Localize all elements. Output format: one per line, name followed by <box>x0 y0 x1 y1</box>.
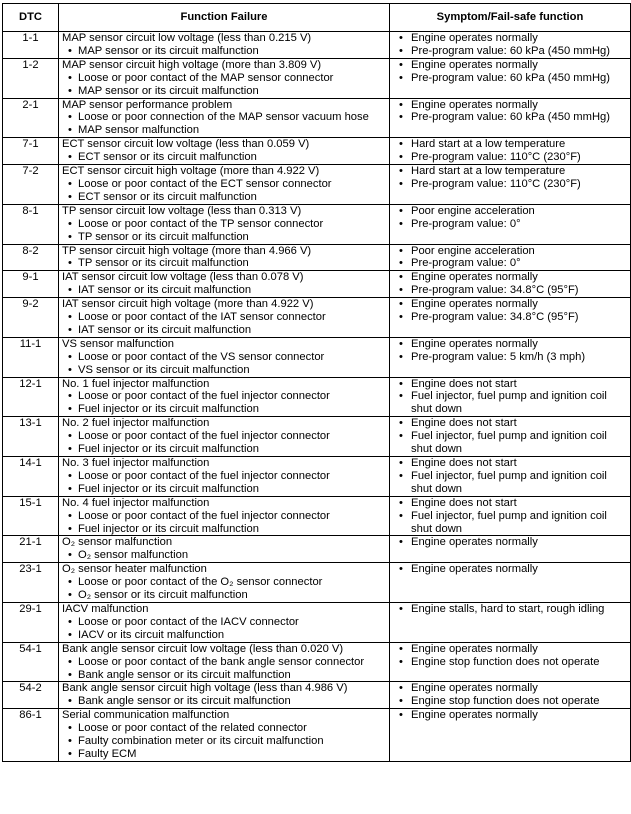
table-row <box>3 563 631 603</box>
cause-list <box>62 257 386 270</box>
header-function-failure: Function Failure <box>59 4 390 32</box>
failure-title: IACV malfunction <box>62 602 149 615</box>
dtc-table <box>2 3 631 762</box>
cause-item: • Fuel injector or its circuit malfunction <box>66 403 386 416</box>
function-failure-cell <box>59 709 390 762</box>
dtc-code: 54-1 <box>3 642 59 682</box>
symptom-cell <box>390 138 631 165</box>
dtc-code: 14-1 <box>3 457 59 497</box>
dtc-code: 1-1 <box>3 32 59 59</box>
cause-item: • Loose or poor contact of the IACV connector <box>66 616 386 629</box>
failure-title: VS sensor malfunction <box>62 337 174 350</box>
function-failure-cell <box>59 377 390 417</box>
failure-title: Bank angle sensor circuit low voltage (less than 0.020 V) <box>62 642 344 655</box>
dtc-code: 54-2 <box>3 682 59 709</box>
symptom-item: • Poor engine acceleration <box>397 245 627 258</box>
cause-item: • ECT sensor or its circuit malfunction <box>66 191 386 204</box>
symptom-cell <box>390 417 631 457</box>
function-failure-cell <box>59 32 390 59</box>
failure-title: MAP sensor circuit high voltage (more than 3.809 V) <box>62 58 322 71</box>
cause-item: • Fuel injector or its circuit malfunction <box>66 523 386 536</box>
cause-list <box>62 722 386 761</box>
cause-item: • Loose or poor contact of the fuel injector connector <box>66 470 386 483</box>
cause-item: • Loose or poor contact of the fuel injector connector <box>66 430 386 443</box>
symptom-item: • Engine does not start <box>397 378 627 391</box>
table-row <box>3 165 631 205</box>
dtc-code: 11-1 <box>3 337 59 377</box>
function-failure-cell <box>59 138 390 165</box>
cause-item: • Faulty combination meter or its circuit malfunction <box>66 735 386 748</box>
symptom-item: • Engine operates normally <box>397 32 627 45</box>
function-failure-cell <box>59 204 390 244</box>
symptom-list <box>393 603 627 616</box>
cause-item: • Bank angle sensor or its circuit malfunction <box>66 669 386 682</box>
symptom-list <box>393 59 627 85</box>
failure-title: No. 2 fuel injector malfunction <box>62 417 210 430</box>
cause-item: • IAT sensor or its circuit malfunction <box>66 284 386 297</box>
cause-item: • Loose or poor contact of the related connector <box>66 722 386 735</box>
symptom-cell <box>390 32 631 59</box>
symptom-item: • Hard start at a low temperature <box>397 138 627 151</box>
cause-list <box>62 616 386 642</box>
failure-title: MAP sensor performance problem <box>62 98 233 111</box>
cause-item: • Loose or poor contact of the TP sensor connector <box>66 218 386 231</box>
symptom-list <box>393 298 627 324</box>
symptom-cell <box>390 377 631 417</box>
symptom-cell <box>390 271 631 298</box>
failure-title: Serial communication malfunction <box>62 709 230 722</box>
symptom-list <box>393 457 627 496</box>
cause-item: • IAT sensor or its circuit malfunction <box>66 324 386 337</box>
cause-item: • Loose or poor contact of the IAT sensor connector <box>66 311 386 324</box>
cause-item: • Bank angle sensor or its circuit malfunction <box>66 695 386 708</box>
symptom-item: • Pre-program value: 60 kPa (450 mmHg) <box>397 45 627 58</box>
symptom-item: • Engine operates normally <box>397 536 627 549</box>
dtc-code: 2-1 <box>3 98 59 138</box>
failure-title: O₂ sensor heater malfunction <box>62 563 207 576</box>
cause-item: • IACV or its circuit malfunction <box>66 629 386 642</box>
cause-list <box>62 656 386 682</box>
cause-list <box>62 470 386 496</box>
cause-list <box>62 430 386 456</box>
symptom-cell <box>390 682 631 709</box>
cause-list <box>62 218 386 244</box>
symptom-item: • Engine operates normally <box>397 643 627 656</box>
dtc-code: 8-2 <box>3 244 59 271</box>
cause-list <box>62 390 386 416</box>
table-row <box>3 204 631 244</box>
table-row <box>3 457 631 497</box>
function-failure-cell <box>59 536 390 563</box>
cause-item: • Loose or poor contact of the fuel injector connector <box>66 510 386 523</box>
function-failure-cell <box>59 165 390 205</box>
table-row <box>3 709 631 762</box>
failure-title: O₂ sensor malfunction <box>62 536 173 549</box>
symptom-item: • Engine operates normally <box>397 563 627 576</box>
symptom-list <box>393 205 627 231</box>
cause-item: • Loose or poor contact of the ECT sensor connector <box>66 178 386 191</box>
symptom-list <box>393 417 627 456</box>
dtc-table-body <box>3 32 631 762</box>
function-failure-cell <box>59 337 390 377</box>
dtc-code: 7-2 <box>3 165 59 205</box>
function-failure-cell <box>59 58 390 98</box>
symptom-item: • Pre-program value: 60 kPa (450 mmHg) <box>397 111 627 124</box>
symptom-item: • Pre-program value: 110°C (230°F) <box>397 178 627 191</box>
symptom-list <box>393 271 627 297</box>
table-row <box>3 536 631 563</box>
symptom-list <box>393 682 627 708</box>
cause-list <box>62 284 386 297</box>
cause-item: • Loose or poor contact of the bank angle sensor connector <box>66 656 386 669</box>
cause-item: • MAP sensor or its circuit malfunction <box>66 85 386 98</box>
symptom-cell <box>390 204 631 244</box>
symptom-item: • Fuel injector, fuel pump and ignition coil shut down <box>397 510 627 536</box>
cause-item: • TP sensor or its circuit malfunction <box>66 257 386 270</box>
dtc-code: 21-1 <box>3 536 59 563</box>
dtc-code: 9-2 <box>3 298 59 338</box>
symptom-cell <box>390 165 631 205</box>
symptom-list <box>393 497 627 536</box>
failure-title: TP sensor circuit high voltage (more than 4.966 V) <box>62 244 312 257</box>
function-failure-cell <box>59 298 390 338</box>
function-failure-cell <box>59 682 390 709</box>
symptom-item: • Engine stalls, hard to start, rough idling <box>397 603 627 616</box>
cause-list <box>62 510 386 536</box>
cause-item: • MAP sensor or its circuit malfunction <box>66 45 386 58</box>
symptom-item: • Engine does not start <box>397 497 627 510</box>
symptom-cell <box>390 563 631 603</box>
failure-title: Bank angle sensor circuit high voltage (less than 4.986 V) <box>62 682 348 695</box>
cause-item: • VS sensor or its circuit malfunction <box>66 364 386 377</box>
table-row <box>3 377 631 417</box>
function-failure-cell <box>59 602 390 642</box>
table-row <box>3 417 631 457</box>
cause-item: • Loose or poor contact of the MAP sensor connector <box>66 72 386 85</box>
symptom-list <box>393 709 627 722</box>
cause-list <box>62 178 386 204</box>
symptom-cell <box>390 298 631 338</box>
symptom-item: • Engine stop function does not operate <box>397 695 627 708</box>
symptom-item: • Pre-program value: 0° <box>397 218 627 231</box>
symptom-cell <box>390 58 631 98</box>
symptom-item: • Pre-program value: 60 kPa (450 mmHg) <box>397 72 627 85</box>
function-failure-cell <box>59 244 390 271</box>
symptom-item: • Engine operates normally <box>397 682 627 695</box>
cause-item: • O₂ sensor or its circuit malfunction <box>66 589 386 602</box>
symptom-item: • Hard start at a low temperature <box>397 165 627 178</box>
symptom-item: • Pre-program value: 34.8°C (95°F) <box>397 311 627 324</box>
cause-list <box>62 151 386 164</box>
symptom-list <box>393 338 627 364</box>
dtc-code: 7-1 <box>3 138 59 165</box>
function-failure-cell <box>59 271 390 298</box>
failure-title: TP sensor circuit low voltage (less than 0.313 V) <box>62 204 302 217</box>
symptom-item: • Engine does not start <box>397 457 627 470</box>
cause-list <box>62 45 386 58</box>
cause-list <box>62 311 386 337</box>
table-row <box>3 642 631 682</box>
failure-title: No. 3 fuel injector malfunction <box>62 457 210 469</box>
symptom-item: • Engine stop function does not operate <box>397 656 627 669</box>
table-row <box>3 298 631 338</box>
symptom-item: • Engine operates normally <box>397 709 627 722</box>
dtc-code: 15-1 <box>3 496 59 536</box>
dtc-code: 29-1 <box>3 602 59 642</box>
symptom-cell <box>390 496 631 536</box>
symptom-cell <box>390 602 631 642</box>
symptom-item: • Engine does not start <box>397 417 627 430</box>
dtc-code: 8-1 <box>3 204 59 244</box>
cause-item: • Loose or poor contact of the O₂ sensor connector <box>66 576 386 589</box>
table-row <box>3 138 631 165</box>
cause-item: • O₂ sensor malfunction <box>66 549 386 562</box>
failure-title: IAT sensor circuit low voltage (less than 0.078 V) <box>62 271 304 284</box>
function-failure-cell <box>59 417 390 457</box>
cause-item: • ECT sensor or its circuit malfunction <box>66 151 386 164</box>
cause-list <box>62 549 386 562</box>
dtc-code: 86-1 <box>3 709 59 762</box>
symptom-list <box>393 536 627 549</box>
symptom-cell <box>390 337 631 377</box>
cause-list <box>62 111 386 137</box>
function-failure-cell <box>59 642 390 682</box>
function-failure-cell <box>59 563 390 603</box>
symptom-cell <box>390 642 631 682</box>
cause-item: • TP sensor or its circuit malfunction <box>66 231 386 244</box>
failure-title: No. 4 fuel injector malfunction <box>62 496 210 509</box>
symptom-list <box>393 32 627 58</box>
header-dtc: DTC <box>3 4 59 32</box>
symptom-cell <box>390 457 631 497</box>
header-row <box>3 4 631 32</box>
dtc-code: 1-2 <box>3 58 59 98</box>
table-row <box>3 602 631 642</box>
table-row <box>3 244 631 271</box>
cause-item: • MAP sensor malfunction <box>66 124 386 137</box>
failure-title: ECT sensor circuit low voltage (less than 0.059 V) <box>62 138 310 151</box>
symptom-item: • Pre-program value: 34.8°C (95°F) <box>397 284 627 297</box>
cause-list <box>62 576 386 602</box>
table-row <box>3 58 631 98</box>
symptom-item: • Engine operates normally <box>397 271 627 284</box>
symptom-item: • Engine operates normally <box>397 59 627 72</box>
table-row <box>3 32 631 59</box>
symptom-list <box>393 563 627 576</box>
symptom-item: • Pre-program value: 110°C (230°F) <box>397 151 627 164</box>
failure-title: ECT sensor circuit high voltage (more than 4.922 V) <box>62 165 320 178</box>
cause-item: • Loose or poor contact of the VS sensor connector <box>66 351 386 364</box>
failure-title: IAT sensor circuit high voltage (more than 4.922 V) <box>62 298 314 311</box>
cause-list <box>62 72 386 98</box>
symptom-item: • Pre-program value: 5 km/h (3 mph) <box>397 351 627 364</box>
cause-item: • Fuel injector or its circuit malfunction <box>66 443 386 456</box>
table-row <box>3 682 631 709</box>
symptom-item: • Poor engine acceleration <box>397 205 627 218</box>
symptom-list <box>393 378 627 417</box>
symptom-item: • Engine operates normally <box>397 338 627 351</box>
dtc-code: 23-1 <box>3 563 59 603</box>
symptom-item: • Fuel injector, fuel pump and ignition coil shut down <box>397 430 627 456</box>
symptom-cell <box>390 709 631 762</box>
symptom-item: • Pre-program value: 0° <box>397 257 627 270</box>
failure-title: MAP sensor circuit low voltage (less than 0.215 V) <box>62 32 312 44</box>
cause-item: • Loose or poor contact of the fuel injector connector <box>66 390 386 403</box>
symptom-item: • Fuel injector, fuel pump and ignition coil shut down <box>397 390 627 416</box>
failure-title: No. 1 fuel injector malfunction <box>62 377 210 390</box>
symptom-list <box>393 245 627 271</box>
symptom-list <box>393 643 627 669</box>
dtc-code: 13-1 <box>3 417 59 457</box>
symptom-cell <box>390 536 631 563</box>
function-failure-cell <box>59 98 390 138</box>
cause-list <box>62 351 386 377</box>
dtc-code: 12-1 <box>3 377 59 417</box>
symptom-cell <box>390 244 631 271</box>
symptom-list <box>393 165 627 191</box>
symptom-item: • Engine operates normally <box>397 298 627 311</box>
table-row <box>3 337 631 377</box>
symptom-list <box>393 99 627 125</box>
symptom-list <box>393 138 627 164</box>
symptom-cell <box>390 98 631 138</box>
table-row <box>3 496 631 536</box>
cause-item: • Faulty ECM <box>66 748 386 761</box>
header-symptom: Symptom/Fail-safe function <box>390 4 631 32</box>
dtc-code: 9-1 <box>3 271 59 298</box>
cause-item: • Fuel injector or its circuit malfunction <box>66 483 386 496</box>
function-failure-cell <box>59 496 390 536</box>
cause-list <box>62 695 386 708</box>
cause-item: • Loose or poor connection of the MAP sensor vacuum hose <box>66 111 386 124</box>
table-row <box>3 271 631 298</box>
symptom-item: • Engine operates normally <box>397 99 627 112</box>
symptom-item: • Fuel injector, fuel pump and ignition coil shut down <box>397 470 627 496</box>
table-row <box>3 98 631 138</box>
function-failure-cell <box>59 457 390 497</box>
